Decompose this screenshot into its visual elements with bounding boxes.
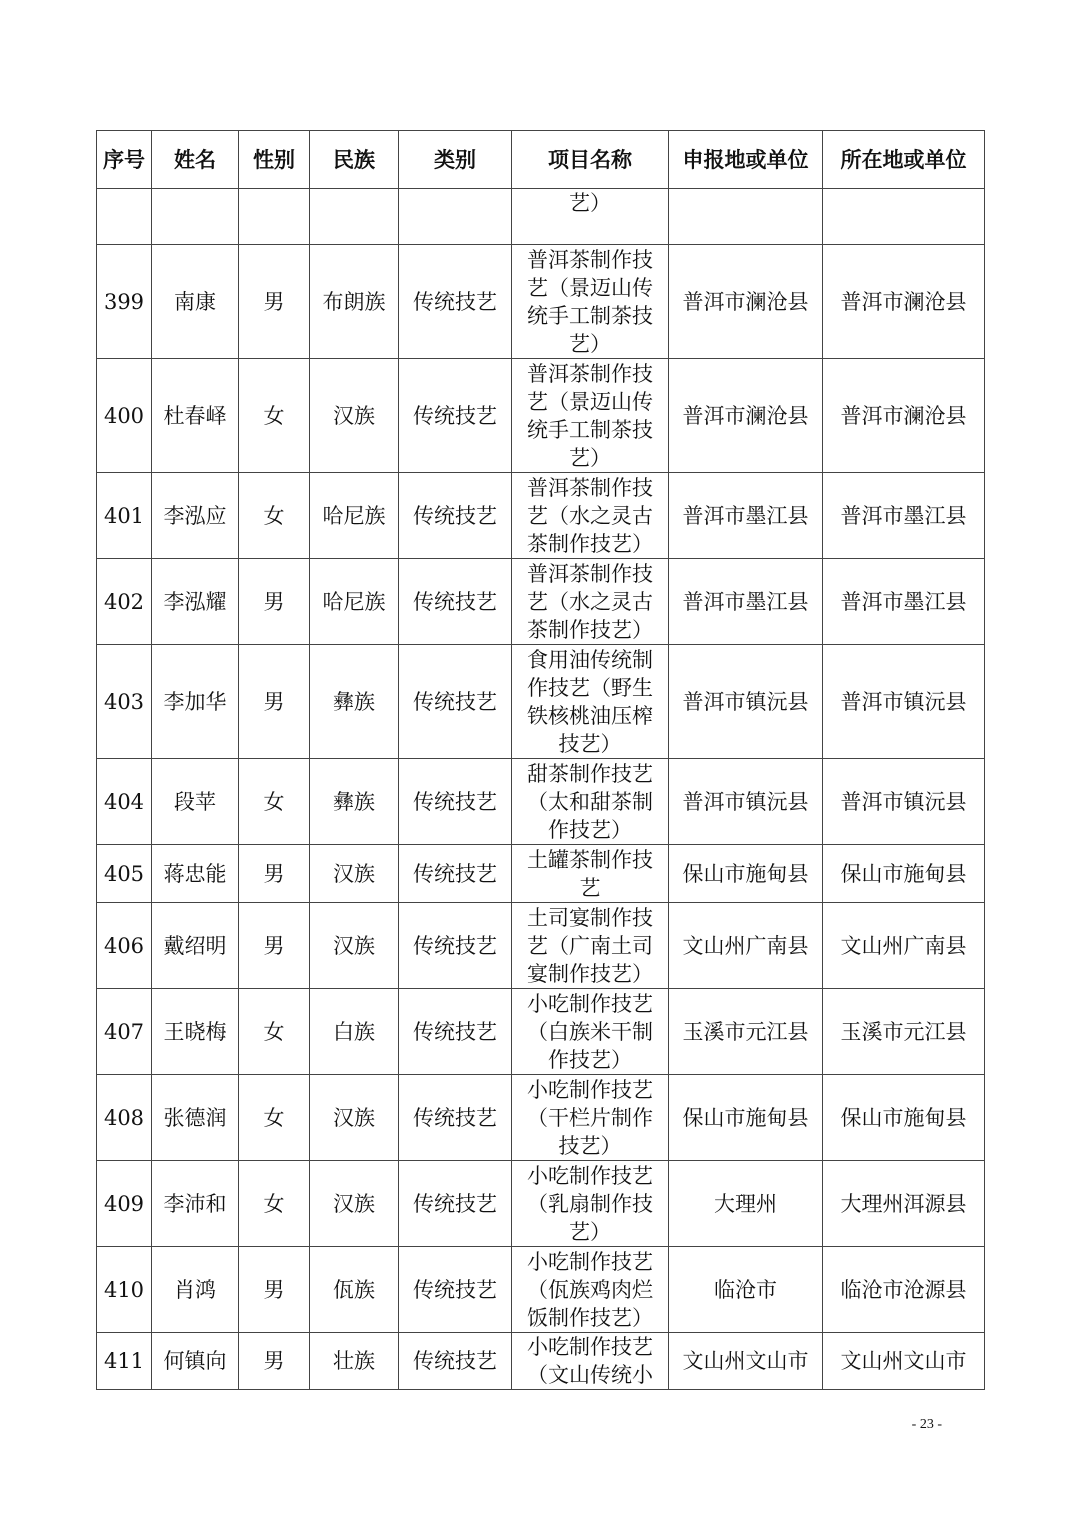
cell-name: 杜春峄 [152,359,239,473]
cell-gender: 女 [239,759,310,845]
cell-declaring-unit: 普洱市镇沅县 [669,759,823,845]
cell-gender: 女 [239,1075,310,1161]
cell-ethnicity: 彝族 [310,759,399,845]
cell-ethnicity: 哈尼族 [310,473,399,559]
continued-row [97,189,985,245]
cell-project: 普洱茶制作技艺（水之灵古茶制作技艺） [512,473,669,559]
header-name: 姓名 [152,131,239,189]
cell-seq: 403 [97,645,152,759]
cell-gender: 男 [239,645,310,759]
cell-ethnicity: 壮族 [310,1333,399,1390]
table-row [97,245,985,359]
cell-declaring-unit: 普洱市墨江县 [669,473,823,559]
table-row [97,1161,985,1247]
cell-declaring-unit: 普洱市墨江县 [669,559,823,645]
cell-ethnicity: 彝族 [310,645,399,759]
cell-project: 食用油传统制作技艺（野生铁核桃油压榨技艺） [512,645,669,759]
cell-project: 小吃制作技艺（白族米干制作技艺） [512,989,669,1075]
table-row [97,1075,985,1161]
table-row [97,1333,985,1390]
cell-declaring-unit: 玉溪市元江县 [669,989,823,1075]
cell-name: 戴绍明 [152,903,239,989]
cell-ethnicity: 佤族 [310,1247,399,1333]
cell-ethnicity: 汉族 [310,903,399,989]
table-row [97,845,985,903]
cell-located-unit: 普洱市墨江县 [823,559,985,645]
table-row [97,759,985,845]
cell-seq: 404 [97,759,152,845]
cell-name: 张德润 [152,1075,239,1161]
cell-seq: 407 [97,989,152,1075]
cell-seq: 410 [97,1247,152,1333]
cell-category: 传统技艺 [399,1333,512,1390]
cell-ethnicity: 布朗族 [310,245,399,359]
cell-seq: 408 [97,1075,152,1161]
cell-name: 李泓应 [152,473,239,559]
cell-located-unit: 保山市施甸县 [823,845,985,903]
table-row [97,359,985,473]
cell-located-unit: 普洱市澜沧县 [823,359,985,473]
table-row [97,473,985,559]
cell-gender: 男 [239,559,310,645]
cell-gender: 男 [239,903,310,989]
cell-name: 段苹 [152,759,239,845]
header-seq: 序号 [97,131,152,189]
cell-gender: 男 [239,1247,310,1333]
cell-seq: 409 [97,1161,152,1247]
cell-ethnicity: 汉族 [310,1161,399,1247]
cell-ethnicity: 白族 [310,989,399,1075]
cell-project: 小吃制作技艺（干栏片制作技艺） [512,1075,669,1161]
cell-located-unit: 大理州洱源县 [823,1161,985,1247]
cell-declaring-unit: 保山市施甸县 [669,845,823,903]
cell-category: 传统技艺 [399,989,512,1075]
table-row [97,903,985,989]
cell-name: 蒋忠能 [152,845,239,903]
header-category: 类别 [399,131,512,189]
cell-seq: 400 [97,359,152,473]
cell-located-unit: 玉溪市元江县 [823,989,985,1075]
cell-ethnicity: 汉族 [310,1075,399,1161]
cell-project: 普洱茶制作技艺（水之灵古茶制作技艺） [512,559,669,645]
cell-ethnicity [310,189,399,245]
table-header-row [97,131,985,189]
cell-located-unit: 文山州广南县 [823,903,985,989]
cell-seq [97,189,152,245]
header-located-unit: 所在地或单位 [823,131,985,189]
cell-seq: 405 [97,845,152,903]
cell-gender: 女 [239,359,310,473]
cell-category: 传统技艺 [399,645,512,759]
cell-gender: 男 [239,245,310,359]
cell-name: 肖鸿 [152,1247,239,1333]
cell-name [152,189,239,245]
cell-declaring-unit: 文山州文山市 [669,1333,823,1390]
header-project: 项目名称 [512,131,669,189]
header-gender: 性别 [239,131,310,189]
cell-name: 南康 [152,245,239,359]
cell-name: 何镇向 [152,1333,239,1390]
cell-located-unit: 普洱市澜沧县 [823,245,985,359]
table-row [97,1247,985,1333]
cell-name: 李泓耀 [152,559,239,645]
cell-gender: 男 [239,1333,310,1390]
table-body [97,189,985,1390]
cell-gender: 女 [239,1161,310,1247]
cell-project: 普洱茶制作技艺（景迈山传统手工制茶技艺） [512,245,669,359]
cell-project: 小吃制作技艺（佤族鸡肉烂饭制作技艺） [512,1247,669,1333]
table-row [97,559,985,645]
cell-seq: 402 [97,559,152,645]
cell-category: 传统技艺 [399,359,512,473]
cell-project: 土司宴制作技艺（广南土司宴制作技艺） [512,903,669,989]
cell-name: 王晓梅 [152,989,239,1075]
cell-gender: 女 [239,473,310,559]
table-row [97,989,985,1075]
cell-name: 李沛和 [152,1161,239,1247]
cell-located-unit: 临沧市沧源县 [823,1247,985,1333]
cell-ethnicity: 汉族 [310,845,399,903]
cell-seq: 411 [97,1333,152,1390]
heritage-inheritor-table [96,130,985,1390]
cell-located-unit: 文山州文山市 [823,1333,985,1390]
page-number: - 23 - [911,1417,942,1432]
cell-declaring-unit [669,189,823,245]
cell-project: 甜茶制作技艺（太和甜茶制作技艺） [512,759,669,845]
header-ethnicity: 民族 [310,131,399,189]
cell-gender [239,189,310,245]
cell-declaring-unit: 普洱市澜沧县 [669,245,823,359]
cell-project: 普洱茶制作技艺（景迈山传统手工制茶技艺） [512,359,669,473]
cell-project: 土罐茶制作技艺 [512,845,669,903]
cell-category: 传统技艺 [399,903,512,989]
cell-declaring-unit: 文山州广南县 [669,903,823,989]
cell-ethnicity: 哈尼族 [310,559,399,645]
table-row [97,645,985,759]
cell-category: 传统技艺 [399,245,512,359]
cell-ethnicity: 汉族 [310,359,399,473]
cell-project: 艺） [512,189,669,245]
cell-declaring-unit: 普洱市镇沅县 [669,645,823,759]
cell-project: 小吃制作技艺（乳扇制作技艺） [512,1161,669,1247]
cell-category [399,189,512,245]
cell-located-unit: 普洱市镇沅县 [823,759,985,845]
cell-declaring-unit: 临沧市 [669,1247,823,1333]
cell-located-unit [823,189,985,245]
cell-project: 小吃制作技艺（文山传统小 [512,1333,669,1390]
cell-category: 传统技艺 [399,473,512,559]
cell-category: 传统技艺 [399,1247,512,1333]
cell-gender: 男 [239,845,310,903]
cell-category: 传统技艺 [399,759,512,845]
cell-located-unit: 保山市施甸县 [823,1075,985,1161]
cell-located-unit: 普洱市墨江县 [823,473,985,559]
cell-seq: 406 [97,903,152,989]
cell-declaring-unit: 大理州 [669,1161,823,1247]
cell-category: 传统技艺 [399,1161,512,1247]
cell-category: 传统技艺 [399,559,512,645]
cell-name: 李加华 [152,645,239,759]
cell-declaring-unit: 保山市施甸县 [669,1075,823,1161]
cell-located-unit: 普洱市镇沅县 [823,645,985,759]
cell-gender: 女 [239,989,310,1075]
cell-category: 传统技艺 [399,845,512,903]
cell-category: 传统技艺 [399,1075,512,1161]
cell-seq: 399 [97,245,152,359]
cell-declaring-unit: 普洱市澜沧县 [669,359,823,473]
header-declaring-unit: 申报地或单位 [669,131,823,189]
cell-seq: 401 [97,473,152,559]
